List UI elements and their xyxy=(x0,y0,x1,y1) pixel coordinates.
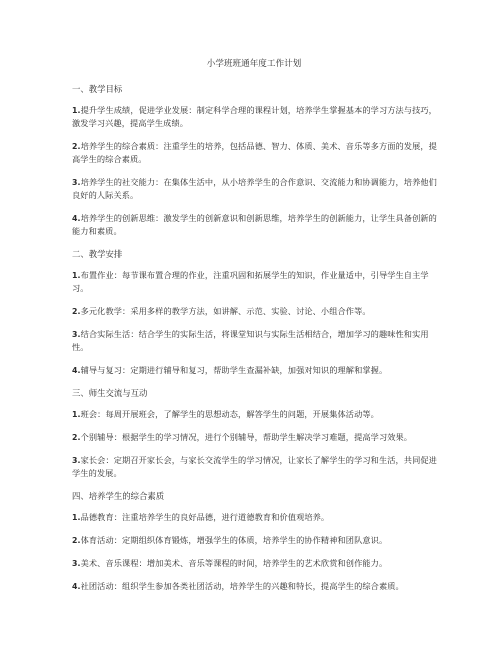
section-teaching-arrangement xyxy=(72,248,444,377)
item-text: 品德教育：注重培养学生的良好品德，进行道德教育和价值观培养。 xyxy=(80,512,330,522)
item-number: 1. xyxy=(72,271,81,280)
list-item xyxy=(72,364,440,377)
item-text: 美术、音乐课程：增加美术、音乐等课程的时间，培养学生的艺术欣赏和创作能力。 xyxy=(80,558,388,568)
section-heading: 二、教学安排 xyxy=(72,249,123,259)
list-item xyxy=(72,212,440,238)
item-text: 提升学生成绩，促进学业发展：制定科学合理的课程计划，培养学生掌握基本的学习方法与技巧，激发学习兴趣，提高学生成绩。 xyxy=(72,105,437,128)
item-number: 4. xyxy=(72,366,81,375)
item-text: 辅导与复习：定期进行辅导和复习，帮助学生查漏补缺，加强对知识的理解和掌握。 xyxy=(80,365,388,375)
item-number: 3. xyxy=(72,178,81,187)
item-number: 2. xyxy=(72,142,81,151)
list-item xyxy=(72,140,440,166)
section-heading: 一、教学目标 xyxy=(72,84,123,94)
list-item xyxy=(72,176,440,202)
item-text: 布置作业：每节课布置合理的作业，注重巩固和拓展学生的知识，作业量适中，引导学生自主学习。 xyxy=(72,270,429,293)
list-item xyxy=(72,408,440,421)
list-item xyxy=(72,269,440,295)
list-item xyxy=(72,328,440,354)
list-item xyxy=(72,305,440,318)
section-heading: 三、师生交流与互动 xyxy=(72,388,148,398)
item-number: 1. xyxy=(72,513,81,522)
item-number: 1. xyxy=(72,410,81,419)
list-item xyxy=(72,511,440,524)
list-item xyxy=(72,454,440,480)
item-text: 培养学生的综合素质：注重学生的培养，包括品德、智力、体质、美术、音乐等多方面的发展，提高学生的综合素质。 xyxy=(72,141,437,164)
list-item xyxy=(72,534,440,547)
item-text: 个别辅导：根据学生的学习情况，进行个别辅导，帮助学生解决学习难题，提高学习效果。 xyxy=(80,432,413,442)
item-text: 培养学生的创新思维：激发学生的创新意识和创新思维，培养学生的创新能力，让学生具备创新的能力和素质。 xyxy=(72,213,437,236)
item-number: 3. xyxy=(72,456,81,465)
document-title: 小学班班通年度工作计划 xyxy=(206,59,302,69)
section-comprehensive-quality xyxy=(72,490,444,593)
item-number: 2. xyxy=(72,307,81,316)
item-number: 4. xyxy=(72,582,81,591)
section-teaching-goals xyxy=(72,83,444,238)
item-text: 结合实际生活：结合学生的实际生活，将课堂知识与实际生活相结合，增加学习的趣味性和实用性。 xyxy=(72,329,429,352)
list-item xyxy=(72,557,440,570)
item-number: 3. xyxy=(72,559,81,568)
list-item xyxy=(72,580,440,593)
item-number: 1. xyxy=(72,106,81,115)
item-text: 多元化教学：采用多样的教学方法，如讲解、示范、实验、讨论、小组合作等。 xyxy=(80,306,371,316)
item-number: 4. xyxy=(72,214,81,223)
list-item xyxy=(72,431,440,444)
section-teacher-student-interaction xyxy=(72,387,444,480)
section-heading: 四、培养学生的综合素质 xyxy=(72,491,165,501)
item-number: 2. xyxy=(72,433,81,442)
item-number: 3. xyxy=(72,330,81,339)
list-item xyxy=(72,104,440,130)
item-text: 班会：每周开展班会，了解学生的思想动态，解答学生的问题，开展集体活动等。 xyxy=(80,409,379,419)
item-text: 家长会：定期召开家长会，与家长交流学生的学习情况，让家长了解学生的学习和生活，共同促进学生的发展。 xyxy=(72,455,437,478)
item-text: 社团活动：组织学生参加各类社团活动，培养学生的兴趣和特长，提高学生的综合素质。 xyxy=(80,581,404,591)
item-text: 体育活动：定期组织体育锻炼，增强学生的体质，培养学生的协作精神和团队意识。 xyxy=(80,535,388,545)
item-number: 2. xyxy=(72,536,81,545)
item-text: 培养学生的社交能力：在集体生活中，从小培养学生的合作意识、交流能力和协调能力，培养他们良好的人际关系。 xyxy=(72,177,437,200)
